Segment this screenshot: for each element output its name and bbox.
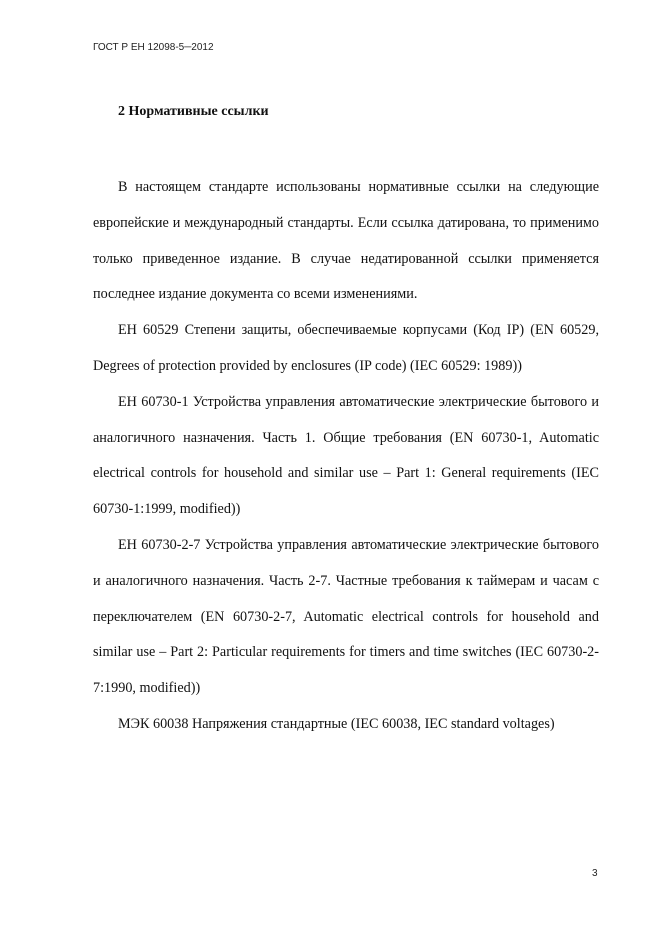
document-code-header: ГОСТ Р ЕН 12098-5─2012 [93,42,214,53]
reference-en-60529: ЕН 60529 Степени защиты, обеспечиваемые корпусами (Код IP) (EN 60529, Degrees of protection provided by enclosures (IP code) (IEC 60529: 1989)) [93,322,599,374]
intro-paragraph: В настоящем стандарте использованы нормативные ссылки на следующие европейские и международный стандарты. Если ссылка датирована, то применимо только приведенное издание. В случае недатированной ссылки применяется последнее издание документа со всеми изменениями. [93,179,599,303]
page-number: 3 [592,868,598,879]
section-title: 2 Нормативные ссылки [118,104,269,119]
reference-iec-60038: МЭК 60038 Напряжения стандартные (IEC 60038, IEC standard voltages) [118,715,555,732]
reference-en-60730-2-7: ЕН 60730-2-7 Устройства управления автоматические электрические бытового и аналогичного назначения. Часть 2-7. Частные требования к таймерам и часам с переключателем (EN 60730-2-7, Automatic electrical controls for household and similar use – Part 2: Particular requirements for timers and time switches (IEC 60730-2-7:1990, modified)) [93,536,599,697]
document-body [93,170,599,743]
reference-en-60730-1: ЕН 60730-1 Устройства управления автоматические электрические бытового и аналогичного назначения. Часть 1. Общие требования (EN 60730-1, Automatic electrical controls for household and similar use – Part 1: General requirements (IEC 60730-1:1999, modified)) [93,393,599,518]
